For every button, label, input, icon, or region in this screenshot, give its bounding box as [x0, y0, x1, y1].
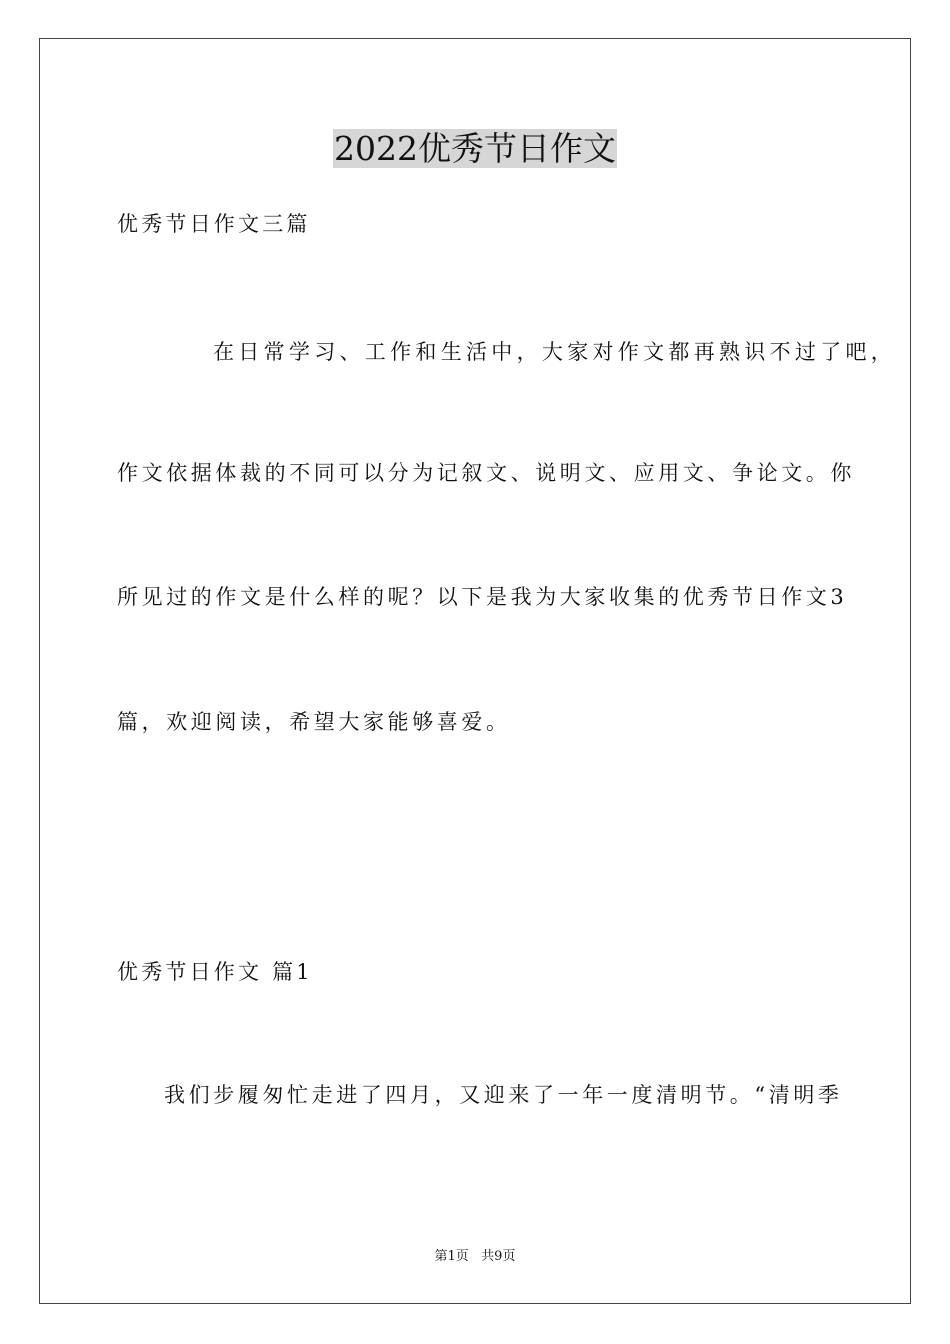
document-title-text: 2022优秀节日作文 — [334, 129, 616, 168]
document-subtitle: 优秀节日作文三篇 — [117, 212, 311, 236]
page-footer: 第1页 共9页 — [434, 1249, 516, 1264]
section-line-1: 我们步履匆忙走进了四月，又迎来了一年一度清明节。“清明季 — [164, 1083, 843, 1107]
document-title — [0, 128, 950, 170]
intro-line-1: 在日常学习、工作和生活中，大家对作文都再熟识不过了吧， — [213, 340, 897, 364]
section-heading: 优秀节日作文 篇1 — [117, 960, 313, 984]
intro-line-4: 篇，欢迎阅读，希望大家能够喜爱。 — [117, 710, 511, 734]
intro-line-2: 作文依据体裁的不同可以分为记叙文、说明文、应用文、争论文。你 — [117, 461, 855, 485]
intro-line-3: 所见过的作文是什么样的呢？以下是我为大家收集的优秀节日作文3 — [117, 585, 848, 609]
